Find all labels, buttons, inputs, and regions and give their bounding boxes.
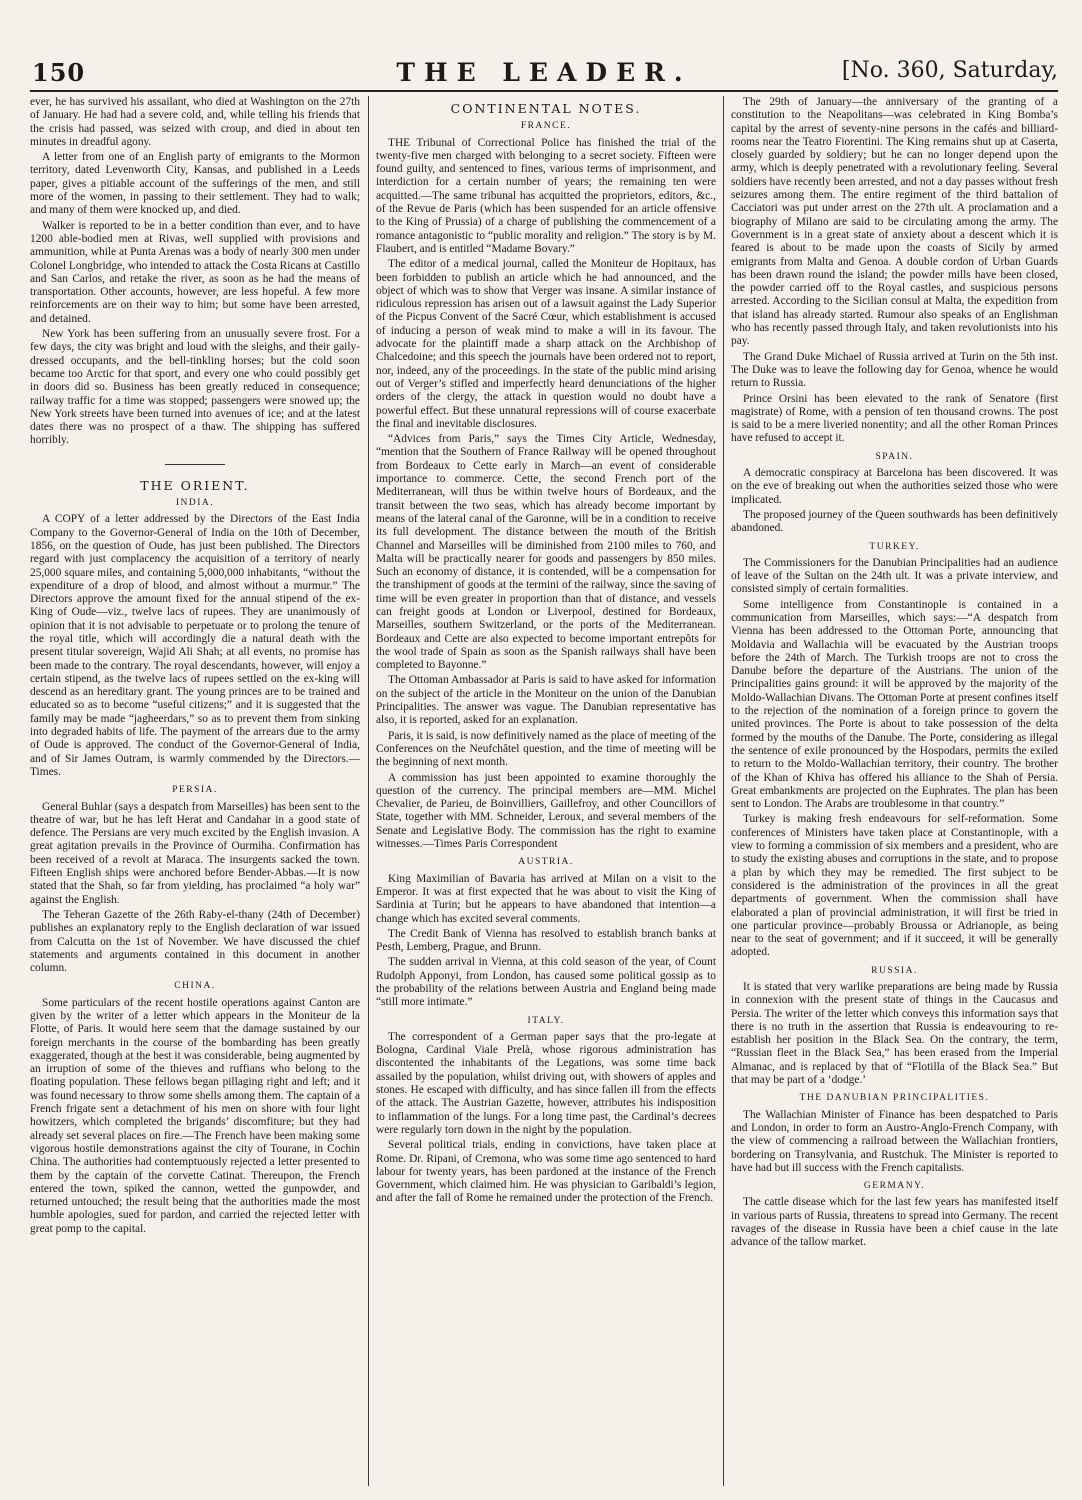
paragraph: The Grand Duke Michael of Russia arrived at Turin on the 5th inst. The Duke was to leave the following day for Genoa, whence he would return to Russia.: [731, 350, 1058, 390]
paragraph: Prince Orsini has been elevated to the rank of Senatore (first magistrate) of Rome, with a pension of ten thousand crowns. The post is said to be a mere liveried nonentity; and all the other Roman Princes have refused to accept it.: [731, 392, 1058, 445]
paragraph: Turkey is making fresh endeavours for self-reformation. Some conferences of Ministers have taken place at Constantinople, with a view to forming a commission of six members and a president, who are to study the existing abuses and corruptions in the state, and to propose a plan by which they may be remedied. The first subject to be considered is the administration of the provinces in all the great departments of government. When the commission shall have elaborated a plan of provincial administration, it will first be tried in one particular province—probably Broussa or Adrianople, as being near to the seat of government; and if it succeed, it will be generally adopted.: [731, 813, 1058, 959]
subsection-title-austria: AUSTRIA.: [518, 857, 574, 868]
section-divider: [165, 464, 225, 465]
paragraph: The Teheran Gazette of the 26th Raby-el-thany (24th of December) publishes an explanatory reply to the English declaration of war issued from Calcutta on the 1st of November. We have discussed the chief statements and arguments contained in this document in another column.: [30, 908, 360, 975]
paragraph: The editor of a medical journal, called the Moniteur de Hopitaux, has been forbidden to publish an article which he had announced, and the object of which was to show that Verger was insane. A similar instance of ridiculous repression has arisen out of a lawsuit against the Lady Superior of the Picpus Convent of the Sacré Cœur, which establishment is accused of inducing a person of weak mind to make a will in its favour. The advocate for the plaintiff made a sharp attack on the Archbishop of Chalcedoine; and this speech the journals have been ordered not to report, nor, indeed, any of the proceedings. In the state of the public mind arising out of Verger’s stifled and imperfectly heard denunciations of the higher orders of the clergy, the attack in question would no doubt have a powerful effect. But these unnatural repressions will of course exacerbate the final and inevitable disclosures.: [376, 258, 716, 430]
section-title-continental: CONTINENTAL NOTES.: [450, 101, 642, 116]
subsection-title-spain: SPAIN.: [875, 451, 914, 462]
paragraph: Walker is reported to be in a better condition than ever, and to have 1200 able-bodied men at Rivas, well supplied with provisions and ammunition, while at Punta Arenas was a body of nearly 300 men under Colonel Longbridge, who intended to attack the Costa Ricans at Castillo and San Carlos, and retake the river, as soon as he had the means of transportation. Other accounts, however, are less hopeful. A few more reinforcements are on their way to him; but some have been arrested, and detained.: [30, 219, 360, 325]
paragraph: Some particulars of the recent hostile operations against Canton are given by the writer of a letter which appears in the Moniteur de la Flotte, of Paris. It would here seem that the damage sustained by our foreign merchants in the course of the bombarding has been greatly exaggerated, though at the best it was considerable, being augmented by an irruption of some of the thieves and ruffians who belong to the floating population. These fellows began pillaging right and left; and it was found necessary to throw some shells among them. The captain of a French frigate sent a detachment of his men on shore with four light howitzers, which completed the brigands’ discomfiture; but they had already set several places on fire.—The French have been making some vigorous hostile demonstrations against the city of Tourane, in Cochin China. The authorities had contemptuously rejected a letter presented to them by the captain of the corvette Catinat. Thereupon, the French entered the town, spiked the cannon, wetted the gunpowder, and returned untouched; the result being that the authorities made the most humble apologies, sued for pardon, and carried the rejected letter with great pomp to the capital.: [30, 996, 360, 1235]
subsection-title-russia: RUSSIA.: [871, 965, 918, 976]
paragraph: “Advices from Paris,” says the Times City Article, Wednesday, “mention that the Southern of France Railway will be opened throughout from Bordeaux to Cette early in March—an event of considerable importance to commerce. Cette, the second French port of the Mediterranean, will thus be within twelve hours of Bordeaux, and the transit between the two seas, which has already become important by means of the lateral canal of the Garonne, will be in a condition to receive its full development. The distance between the mouth of the British Channel and Marseilles will be diminished from 2100 miles to 760, and Malta will be practically nearer for goods and passengers by 850 miles. Such an economy of distance, it is contended, will be a compensation for the transhipment of goods at the termini of the railway, since the saving of time will be even greater in proportion than that of distance, and vessels can freight goods at London or Liverpool, destined for Bordeaux, Marseilles, southern Switzerland, or the ports of the Mediterranean. Bordeaux and Cette are also expected to become important entrepôts for the wool trade of Spain as soon as the Spanish railways shall have been completed to Bayonne.”: [376, 433, 716, 672]
paragraph: The Ottoman Ambassador at Paris is said to have asked for information on the subject of the article in the Moniteur on the union of the Danubian Principalities. The answer was vague. The Danubian representative has also, it is reported, asked for an explanation.: [376, 674, 716, 727]
column-rule: [368, 96, 369, 1486]
paragraph: A letter from one of an English party of emigrants to the Mormon territory, dated Levenworth City, Kansas, and published in a Leeds paper, gives a pitiable account of the sufferings of the men, and still more of the women, in passing to their settlement. They had to walk; and many of them were knocked up, and died.: [30, 151, 360, 217]
page-number: 150: [32, 58, 86, 87]
paragraph: Some intelligence from Constantinople is contained in a communication from Marseilles, which says:—“A despatch from Vienna has been addressed to the Ottoman Porte, announcing that Moldavia and Wallachia will be evacuated by the Austrian troops before the 24th of March. The Turkish troops are not to cross the Danube before the departure of the Austrians. The union of the Principalities gains ground: it will be approved by the majority of the Moldo-Wallachian Divans. The Ottoman Porte at present confines itself to the rejection of the nomination of a foreign prince to govern the united provinces. The Porte is about to take possession of the delta formed by the mouths of the Danube. The Porte, considering as illegal the sentence of exile pronounced by the Hospodars, permits the exiled to return to the Moldo-Wallachian territory, their country. The brother of the Khan of Khiva has offered his alliance to the Shah of Persia. Great embankments are projected on the Euphrates. The plan has been sent to London. The Arabs are troublesome in that country.”: [731, 598, 1058, 811]
subsection-title-persia: PERSIA.: [172, 785, 218, 796]
paragraph: A COPY of a letter addressed by the Directors of the East India Company to the Governor-General of India on the 10th of December, 1856, on the question of Oude, has just been published. The Directors regard with just complacency the acquisition of a territory of nearly 25,000 square miles, and containing 5,000,000 inhabitants, “without the expenditure of a drop of blood, and almost without a murmur.” The Directors approve the amount fixed for the annual stipend of the ex-King of Oude—viz., twelve lacs of rupees. They are unanimously of opinion that it is not advisable to perpetuate or to prolong the tenure of the royal title, which will accordingly die a natural death with the present titular sovereign, Wajid Ali Shah; at all events, no promise has been made to the contrary. The royal descendants, however, will enjoy a certain stipend, as the twelve lacs of rupees settled on the ex-king will descend as an hereditary grant. The young princes are to be trained and educated so as to become “useful citizens;” and it is suggested that the family may be made “jagheerdars,” so as to prevent them from sinking into degraded habits of life. The payment of the arrears due to the army of Oude is approved. The conduct of the Governor-General of India, and of Sir James Outram, is warmly commended by the Directors.—Times.: [30, 513, 360, 778]
column-rule: [723, 96, 724, 1486]
subsection-title-india: INDIA.: [175, 498, 215, 509]
paragraph: New York has been suffering from an unusually severe frost. For a few days, the city was bright and loud with the sleighs, and their gaily-dressed occupants, and the bell-tinkling horses; but the cold soon became too Arctic for that sport, and every one who could possibly get in doors did so. Business has been greatly reduced in consequence; railway traffic for a time was stopped; passengers were snowed up; the New York streets have been turned into avenues of ice; and at the latest dates there was no prospect of a thaw. The shipping has suffered horribly.: [30, 328, 360, 447]
paragraph: The proposed journey of the Queen southwards has been definitively abandoned.: [731, 508, 1058, 535]
paragraph: The sudden arrival in Vienna, at this cold season of the year, of Count Rudolph Apponyi, from London, has caused some political gossip as to the probability of the relations between Austria and England being made “still more intimate.”: [376, 956, 716, 1009]
subsection-title-turkey: TURKEY.: [869, 541, 920, 552]
paragraph: The cattle disease which for the last few years has manifested itself in various parts of Russia, threatens to spread into Germany. The recent ravages of the disease in Russia have been a chief cause in the late advance of the tallow market.: [731, 1196, 1058, 1249]
paragraph: A democratic conspiracy at Barcelona has been discovered. It was on the eve of breaking out when the authorities seized those who were implicated.: [731, 467, 1058, 506]
paragraph: The 29th of January—the anniversary of the granting of a constitution to the Neapolitans—was celebrated in King Bomba’s capital by the arrest of seventy-nine persons in the cafés and billiard-rooms near the Teatro Fiorentini. The King remains shut up at Caserta, closely guarded by soldiery; but he can no longer depend upon the army, which is deeply penetrated with a revolutionary feeling. Several soldiers have recently been arrested, and not a day passes without fresh seizures among them. The entire regiment of the third battalion of Cacciatori was put under arrest on the 27th ult. A proclamation and a biography of Milano are said to be circulating among the army. The Government is in a great state of anxiety about a descent which it is feared is about to be made upon the coasts of Sicily by armed emigrants from Malta and Genoa. A double cordon of Urban Guards has been drawn round the island; the powder mills have been closed, the powder carried off to the Royal castles, and suspicious persons arrested. According to the Sicilian consul at Malta, the expedition from that island has already started. Rumour also speaks of an Englishman who has recently passed through Italy, and taken revolutionists into his pay.: [731, 96, 1058, 348]
page-header: [30, 54, 1058, 92]
paragraph: Paris, it is said, is now definitively named as the place of meeting of the Conferences on the Neufchâtel question, and the time of meeting will be the beginning of next month.: [376, 729, 716, 769]
paragraph: ever, he has survived his assailant, who died at Washington on the 27th of January. He had had a severe cold, and, while telling his friends that the crisis had passed, was seized with croup, and died in about ten minutes in dreadful agony.: [30, 96, 360, 148]
paragraph: The Commissioners for the Danubian Principalities had an audience of leave of the Sultan on the 24th ult. It was a private interview, and consisted simply of certain formalities.: [731, 556, 1058, 596]
subsection-title-china: CHINA.: [174, 981, 216, 992]
subsection-title-france: FRANCE.: [520, 121, 572, 132]
paragraph: King Maximilian of Bavaria has arrived at Milan on a visit to the Emperor. It was at first expected that he was about to visit the King of Sardinia at Turin; but he appears to have abandoned that intention—a change which has excited several comments.: [376, 872, 716, 925]
paragraph: General Buhlar (says a despatch from Marseilles) has been sent to the theatre of war, but he has left Herat and Candahar in a good state of defence. The Persians are very much excited by the English invasion. A great agitation prevails in the Province of Ourmiha. Confirmation has been received of a revolt at Maraca. The insurgents sacked the town. Fifteen English ships were anchored before Bender-Abbas.—It is now stated that the Shah, so far from yielding, has proclaimed “a holy war” against the English.: [30, 800, 360, 906]
paragraph: The Wallachian Minister of Finance has been despatched to Paris and London, in order to form an Austro-Anglo-French Company, with the view of commencing a railroad between the Wallachian frontiers, bordering on Transylvania, and Rustchuk. The Minister is reported to have had but ill success with the French capitalists.: [731, 1108, 1058, 1174]
paragraph: The correspondent of a German paper says that the pro-legate at Bologna, Cardinal Viale Prelà, whose rigorous administration has discontented the inhabitants of the Legations, was some time back assailed by the population, whilst driving out, with showers of apples and stones. He escaped with difficulty, and has since fallen ill from the effects of the attack. The Austrian Gazette, however, attributes his indisposition to inflammation of the lungs. For a long time past, the Cardinal’s decrees were regularly torn down in the night by the population.: [376, 1030, 716, 1136]
issue-info: [No. 360, Saturday,: [841, 58, 1058, 83]
subsection-title-danubian: THE DANUBIAN PRINCIPALITIES.: [799, 1093, 990, 1104]
column-1: [30, 96, 360, 1490]
paragraph: It is stated that very warlike preparations are being made by Russia in connexion with the present state of things in the Caucasus and Persia. The writer of the letter which conveys this information says that there is no truth in the assertion that Russia is endeavouring to re-establish her position in the Black Sea. On the contrary, the term, “Russian fleet in the Black Sea,” has been erased from the Imperial Almanac, and is replaced by that of “Flotilla of the Black Sea.” But that may be part of a ‘dodge.’: [731, 981, 1058, 1087]
paragraph: THE Tribunal of Correctional Police has finished the trial of the twenty-five men charged with belonging to a secret society. Fifteen were found guilty, and sentenced to fines, various terms of imprisonment, and interdiction for a certain number of years; the remaining ten were acquitted.—The same tribunal has acquitted the proprietors, editors, &c., of the Revue de Paris (which has been suspended for an article offensive to the King of Prussia) of a charge of publishing the commencement of a romance antagonistic to “public morality and religion.” The story is by M. Flaubert, and is entitled “Madame Bovary.”: [376, 136, 716, 255]
column-3: [731, 96, 1058, 1490]
paragraph: The Credit Bank of Vienna has resolved to establish branch banks at Pesth, Lemberg, Prague, and Brunn.: [376, 927, 716, 954]
paragraph: A commission has just been appointed to examine thoroughly the question of the currency. The principal members are—MM. Michel Chevalier, de Parieu, de Boinvilliers, Gaillefroy, and other Councillors of State, together with MM. Schneider, Leroux, and several members of the Senate and Legislative Body. The commission has the right to examine witnesses.—Times Paris Correspondent: [376, 771, 716, 851]
masthead: THE LEADER.: [396, 58, 692, 87]
subsection-title-italy: ITALY.: [527, 1015, 565, 1026]
paragraph: Several political trials, ending in convictions, have taken place at Rome. Dr. Ripani, of Cremona, who was some time ago sentenced to hard labour for twenty years, has been pardoned at the instance of the French Government, which claimed him. He was physician to Garibaldi’s legion, and after the fall of Rome he remained under the protection of the French.: [376, 1139, 716, 1205]
section-title-orient: THE ORIENT.: [140, 477, 250, 493]
column-2: [376, 96, 716, 1490]
subsection-title-germany: GERMANY.: [863, 1181, 926, 1192]
